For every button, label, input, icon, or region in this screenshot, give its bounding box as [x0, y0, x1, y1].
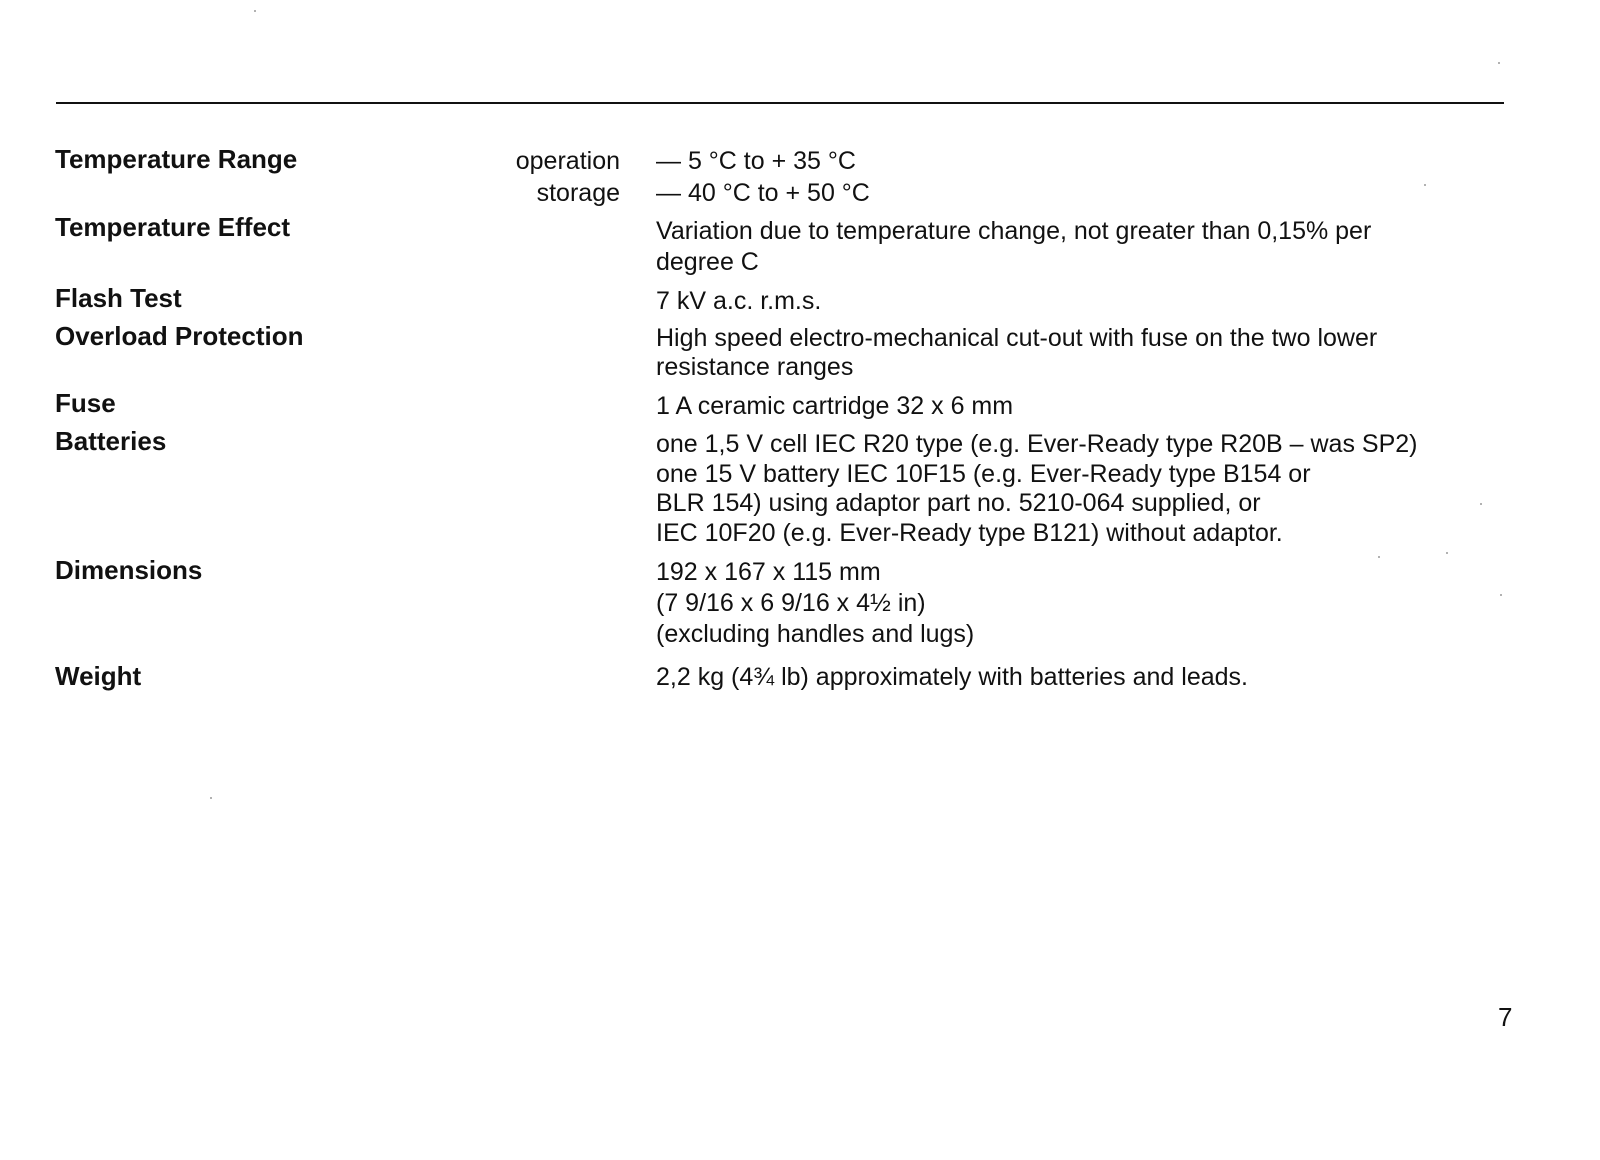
- dimensions-line-2: (7 9/16 x 6 9/16 x 4½ in): [656, 589, 926, 617]
- weight-label: Weight: [55, 661, 142, 691]
- scan-speck: [210, 797, 212, 799]
- temperature-range-label: Temperature Range: [55, 144, 298, 174]
- batteries-line-4: IEC 10F20 (e.g. Ever-Ready type B121) without adaptor.: [656, 519, 1283, 547]
- storage-label: storage: [536, 179, 620, 207]
- temperature-effect-line-1: Variation due to temperature change, not greater than 0,15% per: [656, 217, 1372, 245]
- batteries-line-3: BLR 154) using adaptor part no. 5210-064 supplied, or: [656, 489, 1261, 517]
- scan-speck: [1500, 594, 1502, 596]
- scan-speck: [254, 10, 256, 12]
- scan-speck: [1424, 184, 1426, 186]
- flash-test-value: 7 kV a.c. r.m.s.: [656, 287, 822, 315]
- scan-speck: [1498, 62, 1500, 64]
- storage-value: — 40 °C to + 50 °C: [656, 179, 870, 207]
- dimensions-line-3: (excluding handles and lugs): [656, 620, 975, 648]
- fuse-label: Fuse: [55, 388, 116, 418]
- batteries-line-1: one 1,5 V cell IEC R20 type (e.g. Ever-Ready type R20B – was SP2): [656, 430, 1418, 458]
- dimensions-line-1: 192 x 167 x 115 mm: [656, 558, 881, 586]
- operation-value: — 5 °C to + 35 °C: [656, 147, 856, 175]
- weight-value: 2,2 kg (4¾ lb) approximately with batteries and leads.: [656, 663, 1248, 691]
- scan-speck: [1378, 556, 1380, 558]
- dimensions-label: Dimensions: [55, 555, 203, 585]
- batteries-line-2: one 15 V battery IEC 10F15 (e.g. Ever-Ready type B154 or: [656, 460, 1311, 488]
- scan-speck: [1480, 503, 1482, 505]
- top-rule: [56, 102, 1504, 104]
- flash-test-label: Flash Test: [55, 283, 182, 313]
- scan-speck: [1446, 552, 1448, 554]
- fuse-value: 1 A ceramic cartridge 32 x 6 mm: [656, 392, 1014, 420]
- overload-protection-line-2: resistance ranges: [656, 353, 854, 381]
- temperature-effect-line-2: degree C: [656, 248, 759, 276]
- batteries-label: Batteries: [55, 426, 167, 456]
- overload-protection-line-1: High speed electro-mechanical cut-out with fuse on the two lower: [656, 324, 1378, 352]
- page-number: 7: [1498, 1002, 1513, 1032]
- temperature-effect-label: Temperature Effect: [55, 212, 291, 242]
- operation-label: operation: [515, 147, 620, 175]
- overload-protection-label: Overload Protection: [55, 321, 304, 351]
